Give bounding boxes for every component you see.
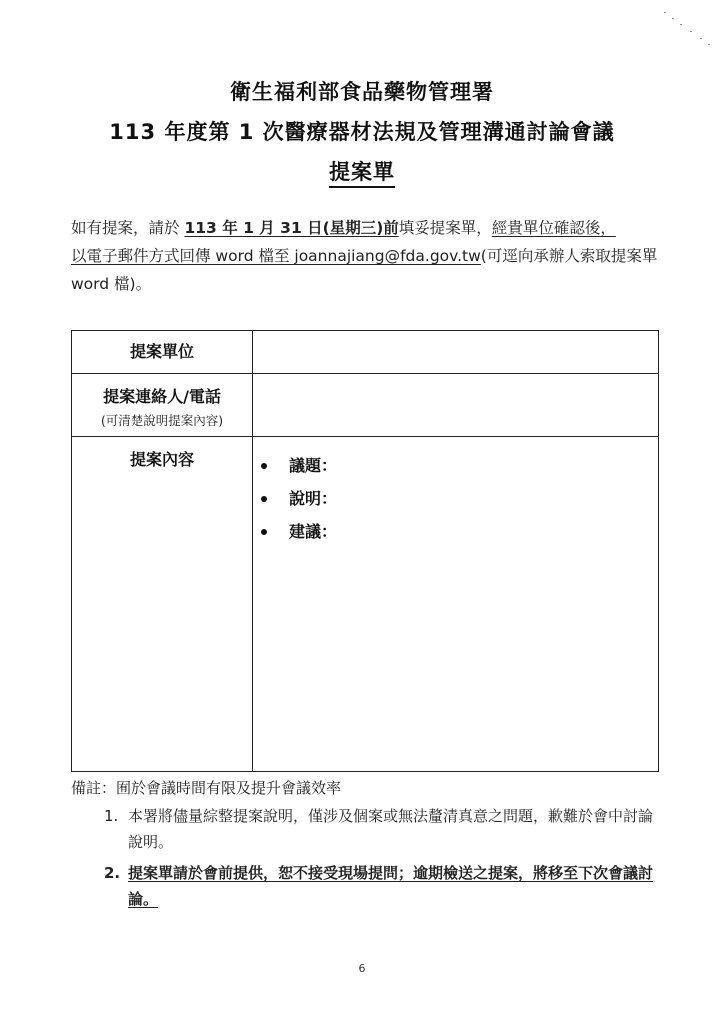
- meeting-title: 113 年度第 1 次醫療器材法規及管理溝通討論會議: [109, 120, 615, 144]
- note-item: 1. 本署將儘量綜整提案說明，僅涉及個案或無法釐清真意之問題，歉難於會中討論說明。: [104, 807, 654, 851]
- bullet-icon: [261, 529, 267, 535]
- list-item: 議題：: [261, 449, 658, 482]
- bullet-icon: [261, 463, 267, 469]
- agency-title: 衛生福利部食品藥物管理署: [230, 80, 494, 104]
- list-item: 說明：: [261, 482, 658, 515]
- page-number: 6: [358, 962, 366, 975]
- form-title: 提案單: [0, 156, 724, 186]
- topic-list: [253, 437, 658, 548]
- content-label-cell: 提案內容: [72, 437, 253, 772]
- deadline-date: 113 年 1 月 31 日(星期三)前: [184, 219, 399, 237]
- confirm-text: 經貴單位確認後，: [491, 219, 616, 237]
- list-item: 建議：: [261, 515, 658, 548]
- intro-paragraph: 如有提案，請於 113 年 1 月 31 日(星期三)前填妥提案單，經貴單位確認後， 以電子郵件方式回傳 word 檔至 joannajiang@fda.gov.tw(可逕向承辦人索取提案單 word 檔)。: [71, 219, 658, 293]
- unit-label-cell: 提案單位: [72, 331, 253, 374]
- scan-speckle: [664, 12, 666, 13]
- contact-value-cell[interactable]: [253, 374, 659, 437]
- contact-email[interactable]: joannajiang@fda.gov.tw: [294, 247, 481, 265]
- scan-speckle: [700, 38, 702, 39]
- contact-note: (可清楚說明提案內容): [100, 413, 224, 428]
- bullet-icon: [261, 496, 267, 502]
- unit-value-cell[interactable]: [253, 331, 659, 374]
- note-item: 2. 提案單請於會前提供，恕不接受現場提問；逾期檢送之提案，將移至下次會議討論。: [104, 864, 654, 908]
- notes-title: 備註：囿於會議時間有限及提升會議效率: [71, 779, 342, 797]
- scan-speckle: [690, 31, 692, 32]
- scan-speckle: [680, 24, 682, 25]
- scan-speckle: [708, 44, 710, 45]
- scan-speckle: [672, 18, 674, 19]
- content-value-cell[interactable]: [253, 437, 659, 772]
- contact-label-cell: 提案連絡人/電話 (可清楚說明提案內容): [72, 374, 253, 437]
- proposal-form-table: [71, 330, 659, 772]
